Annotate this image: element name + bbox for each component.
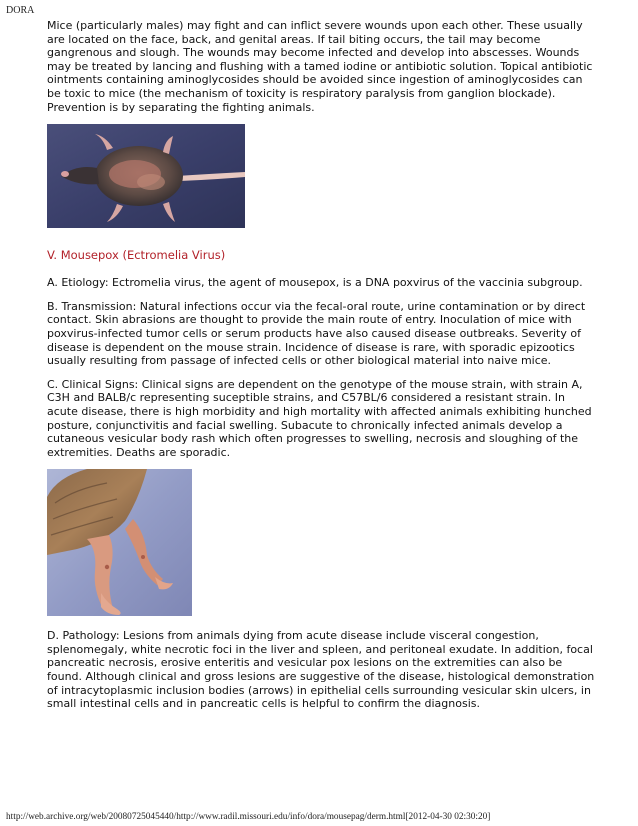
wounded-mouse-photo — [47, 124, 245, 228]
page-header-label: DORA — [6, 5, 35, 16]
pathology-paragraph: D. Pathology: Lesions from animals dying from acute disease include visceral congestion, splenomegaly, white necrotic foci in the liver and spleen, and peritoneal exudate. In addition, focal pancreatic necrosis, erosive enteritis and vesicular pox lesions on the extremities can also be found. Although clinical and gross lesions are suggestive of the disease, histological demonstration of intracytoplasmic inclusion bodies (arrows) in epithelial cells surrounding vesicular skin ulcers, in small intestinal cells and in pancreatic cells is helpful to confirm the diagnosis. — [47, 629, 595, 711]
etiology-paragraph: A. Etiology: Ectromelia virus, the agent of mousepox, is a DNA poxvirus of the vaccinia subgroup. — [47, 276, 583, 290]
transmission-paragraph: B. Transmission: Natural infections occur via the fecal-oral route, urine contamination or by direct contact. Skin abrasions are thought to provide the main route of entry. Inoculation of mice with poxvirus-infected tumor cells or serum products have also caused disease outbreaks. Severity of disease is dependent on the mouse strain. Incidence of disease is rare, with sporadic epizootics usually resulting from passage of infected cells or other biological material into naive mice. — [47, 299, 586, 368]
section-heading-mousepox: V. Mousepox (Ectromelia Virus) — [47, 248, 226, 263]
source-url-footer: http://web.archive.org/web/20080725045440/http://www.radil.missouri.edu/info/dora/mousepag/derm.html[2012-04-30 02:30:20] — [6, 812, 491, 822]
intro-paragraph: Mice (particularly males) may fight and can inflict severe wounds upon each other. These usually are located on the face, back, and genital areas. If tail biting occurs, the tail may become gangrenous and slough. The wounds may become infected and develop into abscesses. Wounds may be treated by lancing and flushing with a tamed iodine or antibiotic solution. Topical antibiotic ointments containing aminoglycosides should be avoided since ingestion of aminoglycosides can be toxic to mice (the mechanism of toxicity is respiratory paralysis from ganglion blockade). Prevention is by separating the fighting animals. — [47, 19, 593, 114]
clinical-signs-paragraph: C. Clinical Signs: Clinical signs are dependent on the genotype of the mouse strain, with strain A, C3H and BALB/c representing suceptible strains, and C57BL/6 considered a resistant strain. In acute disease, there is high morbidity and high mortality with affected animals exhibiting hunched posture, conjunctivitis and facial swelling. Subacute to chronically infected animals develop a cutaneous vesicular body rash which often progresses to swelling, necrosis and sloughing of the extremities. Deaths are sporadic. — [47, 377, 592, 459]
article-content — [47, 19, 595, 721]
mouse-foot-lesion-photo — [47, 469, 192, 616]
